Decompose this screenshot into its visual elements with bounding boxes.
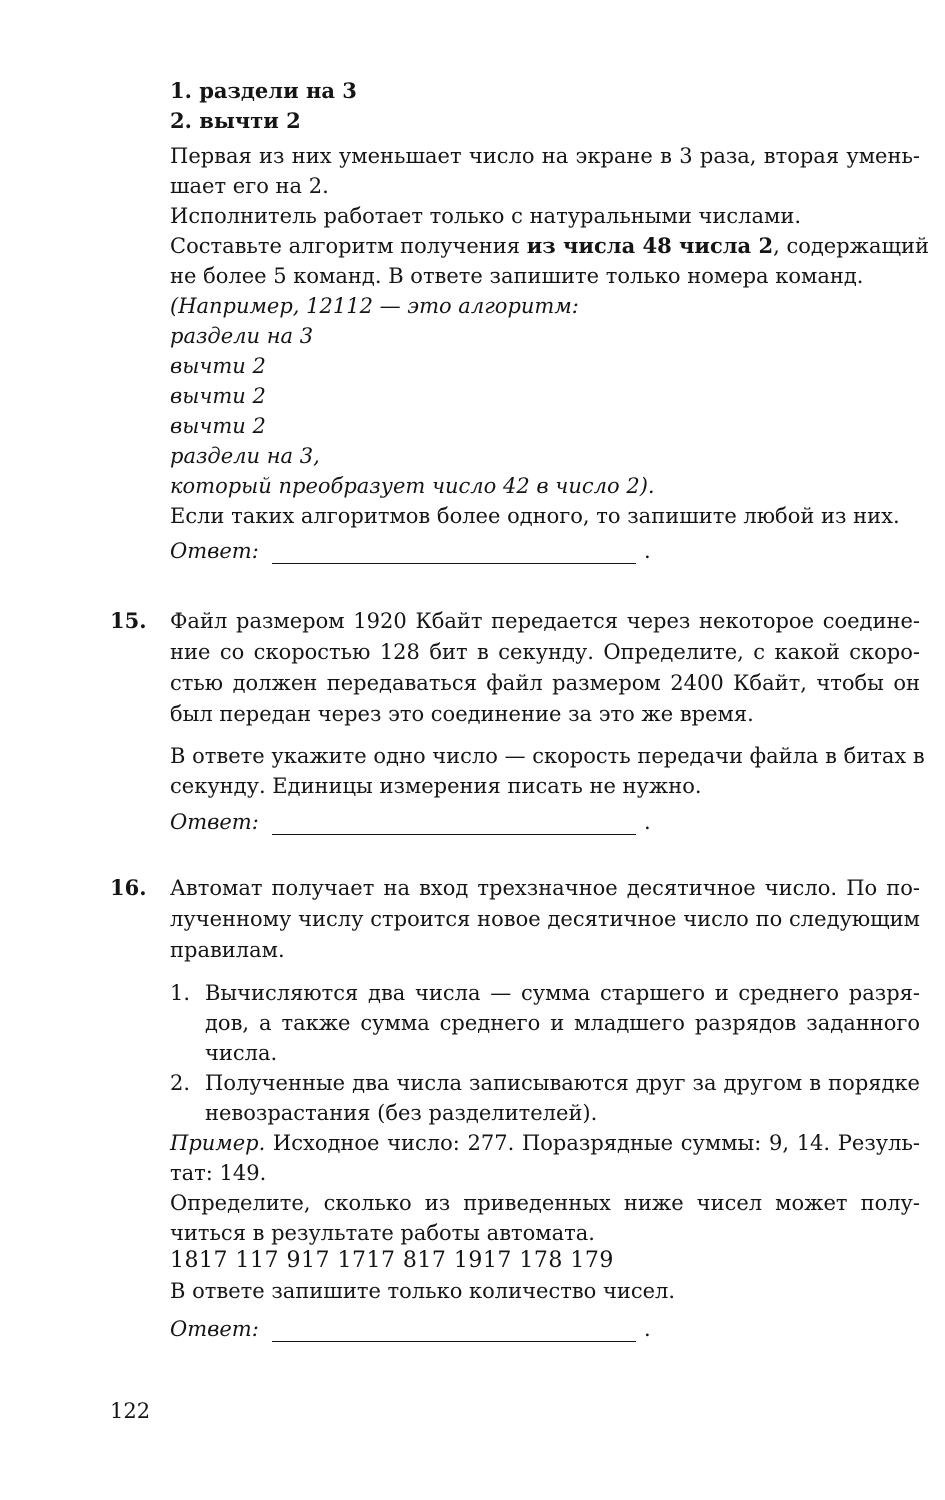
answer-dot-15: .	[644, 810, 651, 834]
example-line-1: (Например, 12112 — это алгоритм:	[170, 294, 579, 318]
answer-dot-16: .	[644, 1317, 651, 1341]
example-line-3: вычти 2	[170, 354, 266, 378]
command-2: 2. вычти 2	[170, 108, 301, 133]
rule-2-line-1: Полученные два числа записываются друг за другом в порядке	[205, 1071, 920, 1095]
task-line-2: не более 5 команд. В ответе запишите только номера команд.	[170, 264, 864, 288]
example-line-2: раздели на 3	[170, 324, 314, 348]
example-16-label: Пример.	[170, 1131, 266, 1155]
answer-blank-15[interactable]	[272, 834, 636, 835]
task-15-line-4: был передан через это соединение за это же время.	[170, 702, 754, 726]
task-16-number: 16.	[110, 875, 147, 900]
task-15-number: 15.	[110, 608, 147, 633]
task-line-1-bold: из числа 48 числа 2	[526, 233, 774, 258]
answer-dot-14: .	[644, 539, 651, 563]
rule-1-line-3: числа.	[205, 1041, 278, 1065]
command-1: 1. раздели на 3	[170, 78, 357, 103]
example-line-4: вычти 2	[170, 384, 266, 408]
rule-2-number: 2.	[170, 1071, 191, 1095]
task-15-note-1: В ответе укажите одно число — скорость передачи файла в битах в	[170, 744, 925, 768]
example-line-6: раздели на 3,	[170, 444, 320, 468]
rule-1-number: 1.	[170, 981, 191, 1005]
task-line-1-post: , содержащий	[773, 234, 930, 258]
count-instruction: В ответе запишите только количество чисел.	[170, 1279, 676, 1303]
answer-label-15: Ответ:	[170, 810, 259, 834]
page-number: 122	[110, 1399, 151, 1423]
task-line-1	[170, 231, 930, 261]
description-line-2: шает его на 2.	[170, 174, 329, 198]
answer-blank-14[interactable]	[272, 563, 636, 564]
example-16-line-1	[170, 1128, 920, 1158]
rule-2-line-2: невозрастания (без разделителей).	[205, 1101, 598, 1125]
answer-blank-16[interactable]	[272, 1341, 636, 1342]
number-list: 1817 117 917 1717 817 1917 178 179	[170, 1248, 614, 1273]
task-15-line-1: Файл размером 1920 Кбайт передается через некоторое соедине-	[170, 609, 920, 633]
task-15-line-3: стью должен передаваться файл размером 2400 Кбайт, чтобы он	[170, 671, 920, 695]
example-line-5: вычти 2	[170, 414, 266, 438]
task-15-note-2: секунду. Единицы измерения писать не нужно.	[170, 774, 702, 798]
determine-line-1: Определите, сколько из приведенных ниже чисел может полу-	[170, 1191, 920, 1215]
rule-1-line-2: дов, а также сумма среднего и младшего разрядов заданного	[205, 1011, 920, 1035]
example-16-line-2: тат: 149.	[170, 1161, 267, 1185]
task-15-line-2: ние со скоростью 128 бит в секунду. Определите, с какой скоро-	[170, 640, 920, 664]
task-16-line-2: лученному числу строится новое десятичное число по следующим	[170, 907, 920, 931]
multiple-algorithms-note: Если таких алгоритмов более одного, то запишите любой из них.	[170, 504, 900, 528]
rule-1-line-1: Вычисляются два числа — сумма старшего и среднего разря-	[205, 981, 920, 1005]
task-16-line-3: правилам.	[170, 938, 285, 962]
example-16-rest: Исходное число: 277. Поразрядные суммы: 9, 14. Резуль-	[265, 1131, 920, 1155]
determine-line-2: читься в результате работы автомата.	[170, 1221, 595, 1245]
task-16-line-1: Автомат получает на вход трехзначное десятичное число. По по-	[170, 876, 920, 900]
description-line-1: Первая из них уменьшает число на экране в 3 раза, вторая умень-	[170, 144, 920, 168]
task-line-1-pre: Составьте алгоритм получения	[170, 234, 527, 258]
answer-label-14: Ответ:	[170, 539, 259, 563]
natural-numbers-note: Исполнитель работает только с натуральными числами.	[170, 204, 802, 228]
example-line-7: который преобразует число 42 в число 2).	[170, 474, 655, 498]
answer-label-16: Ответ:	[170, 1317, 259, 1341]
